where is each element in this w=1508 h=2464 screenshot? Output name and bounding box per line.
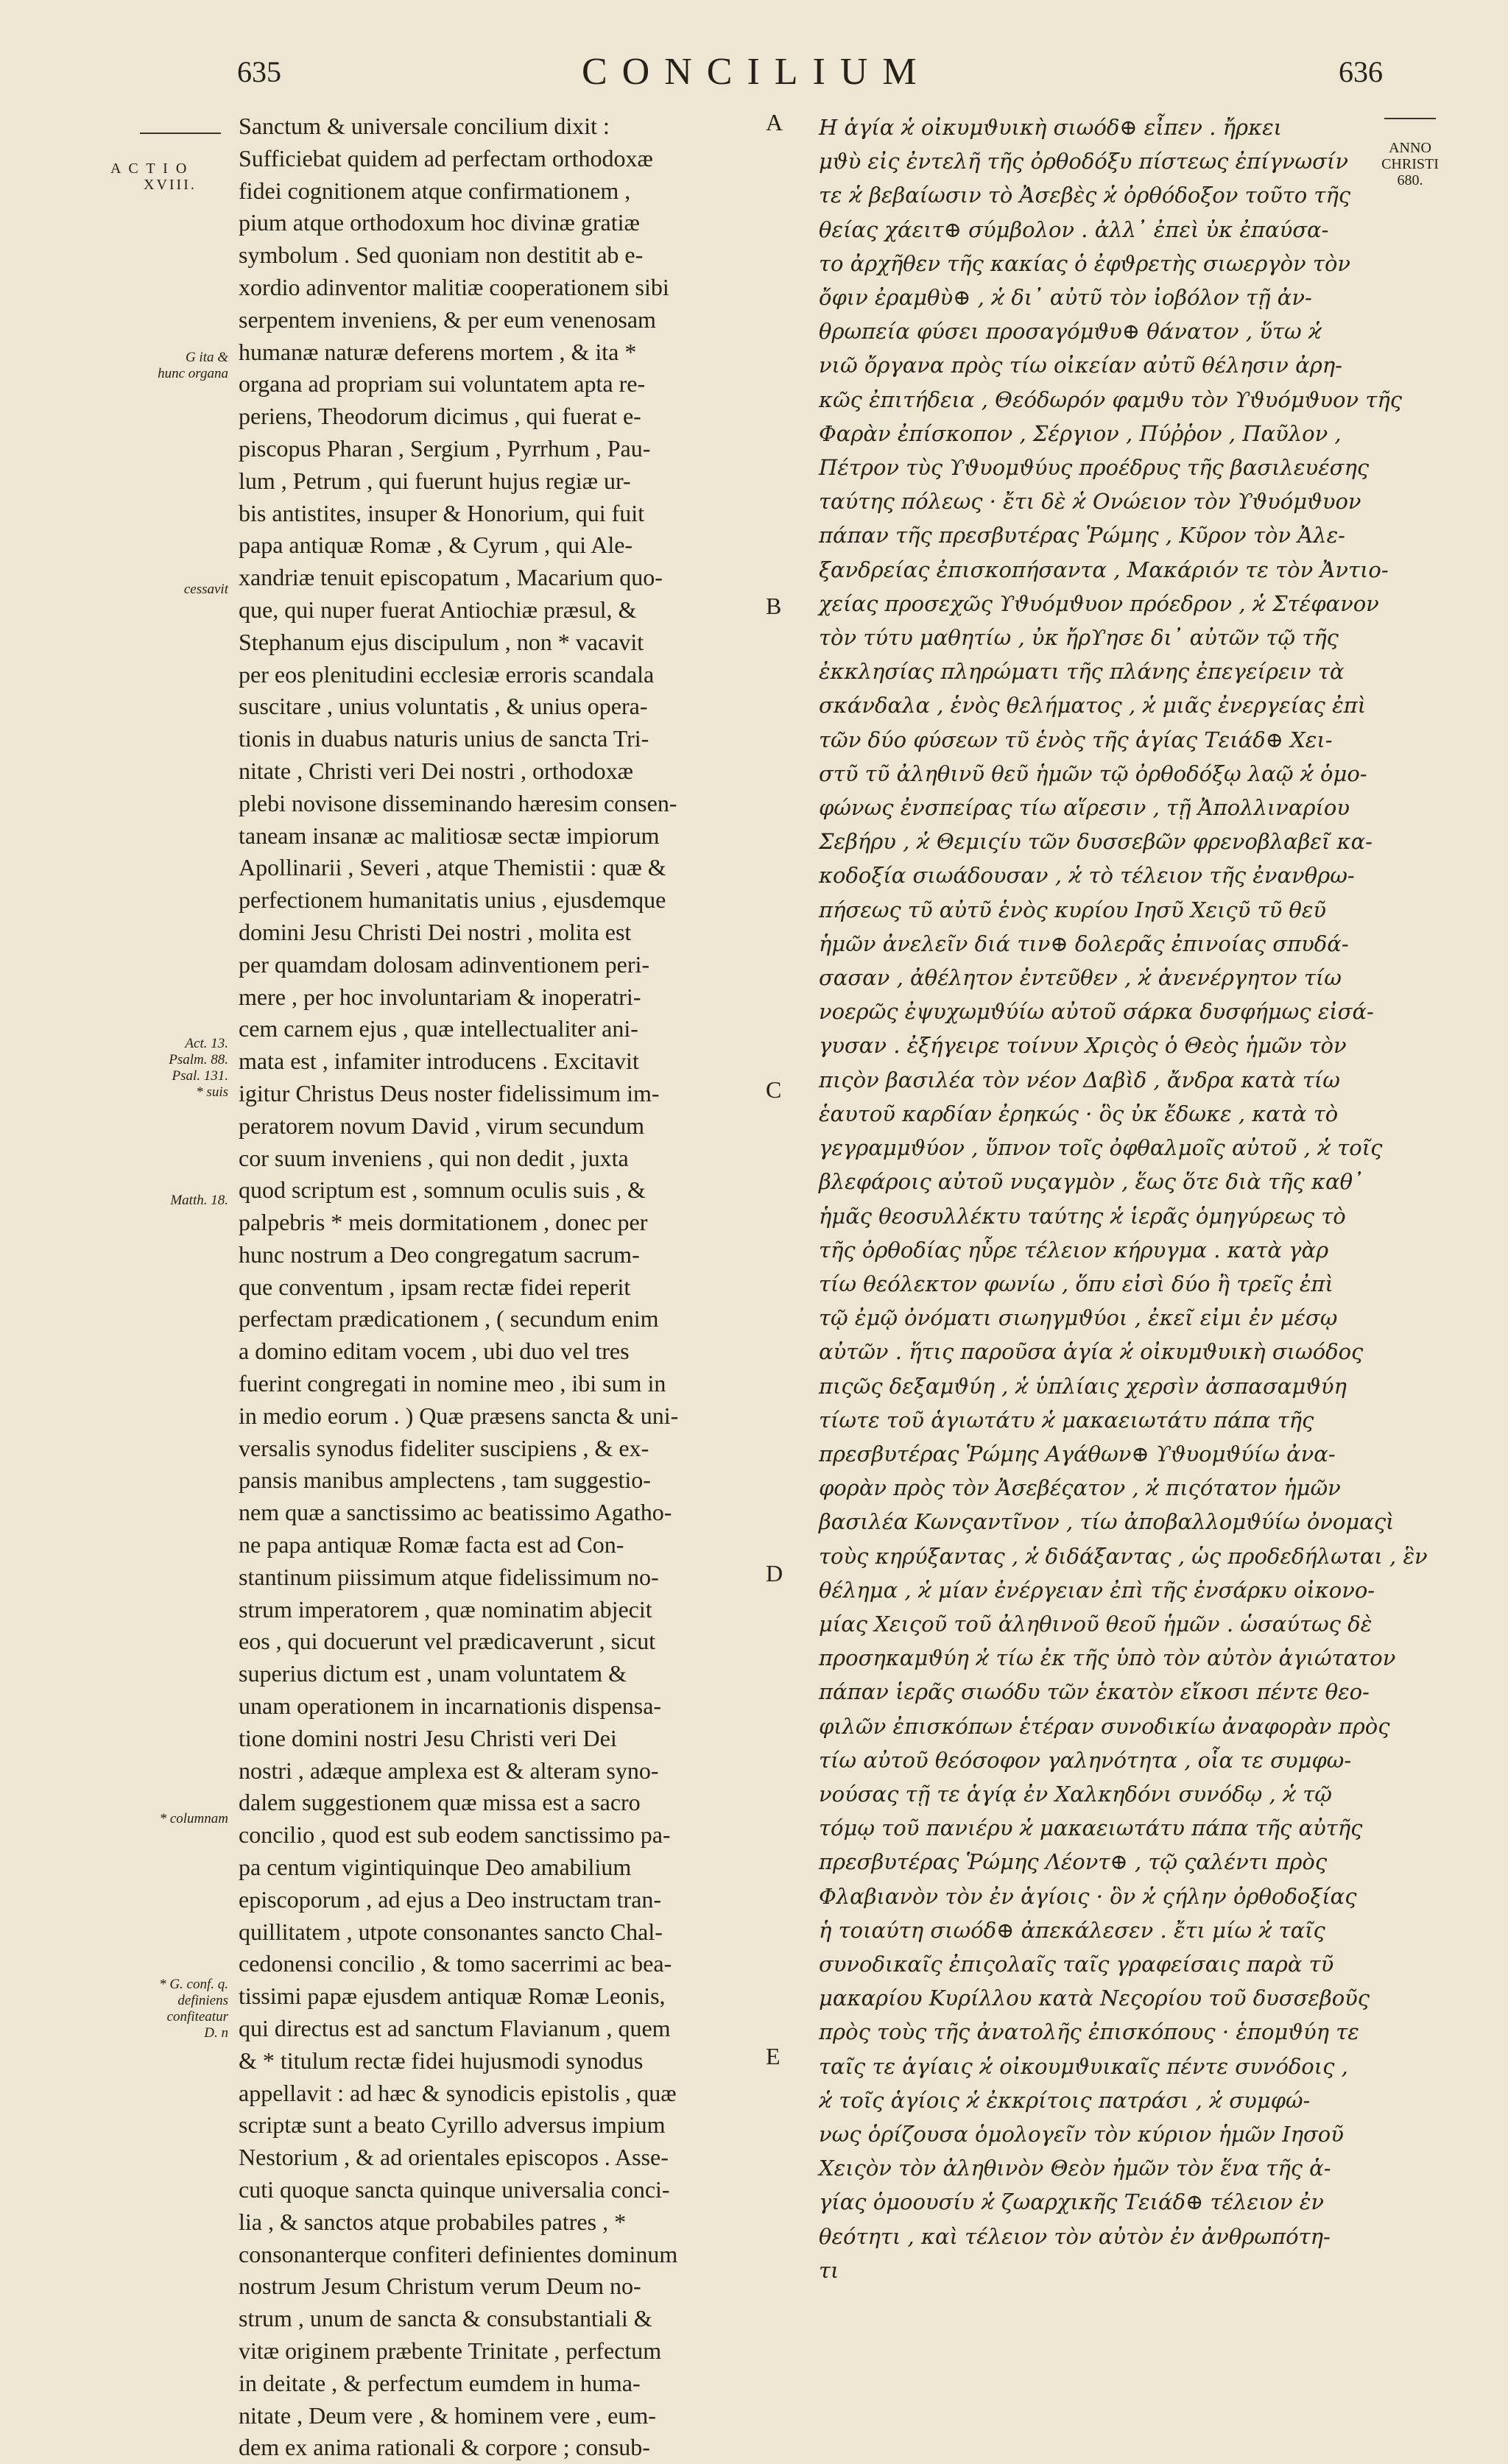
latin-text-line: unam operationem in incarnationis dispensa-: [239, 1692, 662, 1720]
greek-text-line: μίας Χειςοῦ τοῦ ἀληθινοῦ θεοῦ ἡμῶν . ὡσαύτως δὲ: [819, 1611, 1373, 1637]
greek-text-line: ἡ τοιαύτη σιωόδ⊕ ἀπεκάλεσεν . ἔτι μίω ϰ̔ ταῖς: [819, 1917, 1325, 1943]
christi-label: CHRISTI: [1381, 156, 1439, 172]
greek-text-line: νοερῶς ἐψυχωμϑύίω αὐτοῦ σάρκα δυσφήμως εἰσά-: [819, 999, 1374, 1025]
latin-text-line: mere , per hoc involuntariam & inoperatri-: [239, 983, 641, 1010]
latin-text-line: Sanctum & universale concilium dixit :: [239, 113, 610, 139]
greek-text-line: πρὸς τοὺς τῆς ἀνατολῆς ἐπισκόπους · ἑπομϑύη τε: [819, 2019, 1359, 2045]
greek-text-line: τὸν τύτυ μαθητίω , ὐκ ἤρϒησε δι᾿ αὐτῶν τῷ τῆς: [819, 625, 1339, 651]
latin-text-line: lia , & sanctos atque probabiles patres , *: [239, 2208, 627, 2235]
greek-text-line: βασιλέα Κωνςαντῖνον , τίω ἀποβαλλομϑύίω ὀνομαςὶ: [819, 1509, 1395, 1535]
latin-text-line: suscitare , unius voluntatis , & unius opera-: [239, 693, 648, 720]
greek-text-line: θείας χάειτ⊕ σύμβολον . ἀλλ᾿ ἐπεὶ ὐκ ἐπαύσα-: [819, 216, 1329, 242]
left-margin-rule: [140, 133, 221, 134]
greek-text-line: ταῖς τε ἁγίαις ϰ̔ οἰκουμϑυικαῖς πέντε συνόδοις ,: [819, 2053, 1348, 2079]
greek-text-line: ϰ̔ τοῖς ἁγίοις ϰ̔ ἐκκρίτοις πατράσι , ϰ̔ συμφώ-: [819, 2087, 1311, 2113]
latin-text-line: appellavit : ad hæc & synodicis epistolis , quæ: [239, 2079, 677, 2106]
latin-text-line: domini Jesu Christi Dei nostri , molita est: [239, 918, 632, 945]
greek-text-line: ὄφιν ἐραμθὺ⊕ , ϰ̔ δι᾿ αὐτῦ τὸν ἰοβόλον τῇ ἀν-: [819, 285, 1312, 311]
margin-note: Act. 13. Psalm. 88. Psal. 131. * suis: [169, 1036, 228, 1100]
latin-text-line: nostrum Jesum Christum verum Deum no-: [239, 2273, 641, 2300]
anno-label: ANNO: [1389, 140, 1431, 156]
greek-text-line: τι: [819, 2257, 839, 2283]
greek-text-line: ἡμᾶς θεοσυλλέκτυ ταύτης ϰ̔ ἱερᾶς ὁμηγύρεως τὸ: [819, 1203, 1346, 1229]
greek-text-line: νιῶ ὄργανα πρὸς τίω οἰκείαν αὐτῦ θέλησιν ἀρη-: [819, 353, 1342, 378]
greek-text-line: νούσας τῇ τε ἁγίᾳ ἐν Χαλκηδόνι συνόδῳ , ϰ̔ τῷ: [819, 1781, 1332, 1807]
latin-text-line: bis antistites, insuper & Honorium, qui fuit: [239, 499, 645, 526]
latin-text-line: pa centum vigintiquinque Deo amabilium: [239, 1854, 632, 1881]
latin-text-line: mata est , infamiter introducens . Excitavit: [239, 1048, 639, 1075]
greek-text-line: κοδοξία σιωάδουσαν , ϰ̔ τὸ τέλειον τῆς ἐνανθρω-: [819, 863, 1355, 889]
latin-text-line: pansis manibus amplectens , tam suggestio-: [239, 1466, 651, 1494]
greek-text-line: θέλημα , ϰ̔ μίαν ἐνέργειαν ἐπὶ τῆς ἐνσάρκυ οἰκονο-: [819, 1577, 1375, 1603]
latin-text-line: taneam insanæ ac malitiosæ sectæ impiorum: [239, 822, 660, 849]
latin-text-line: Nestorium , & ad orientales episcopos . Asse-: [239, 2144, 669, 2171]
right-page-number: 636: [1339, 55, 1383, 88]
latin-text-line: nem quæ a sanctissimo ac beatissimo Agatho-: [239, 1499, 672, 1526]
greek-text-line: πάπαν ἱερᾶς σιωόδυ τῶν ἑκατὸν εἴκοσι πέντε θεο-: [819, 1679, 1370, 1705]
greek-text-line: γίας ὁμοουσίυ ϰ̔ ζωαρχικῆς Τειάδ⊕ τέλειον ἐν: [819, 2189, 1324, 2215]
greek-text-line: αὐτῶν . ἥτις παροῦσα ἁγία ϰ̔ οἰκυμϑυικὴ σιωόδος: [819, 1339, 1364, 1365]
actio-label: [110, 160, 228, 193]
latin-text-line: papa antiquæ Romæ , & Cyrum , qui Ale-: [239, 532, 633, 559]
greek-text-line: τίω αὐτοῦ θεόσοφον γαληνότητα , οἷα τε συμφω-: [819, 1747, 1352, 1773]
greek-text-line: νως ὁρίζουσα ὁμολογεῖν τὸν κύριον ἡμῶν Ιησοῦ: [819, 2121, 1344, 2147]
latin-text-line: superius dictum est , unam voluntatem &: [239, 1660, 627, 1687]
latin-text-line: in medio eorum . ) Quæ præsens sancta & uni-: [239, 1402, 679, 1429]
greek-text-line: θεότητι , καὶ τέλειον τὸν αὐτὸν ἐν ἀνθρωπότη-: [819, 2223, 1331, 2249]
greek-text-line: Φλαβιανὸν τὸν ἐν ἁγίοις · ὃν ϰ̔ ςήλην ὀρθοδοξίας: [819, 1883, 1357, 1909]
greek-text-line: το ἀρχῆθεν τῆς κακίας ὁ ἐφϑρετὴς σιωεργὸν τὸν: [819, 250, 1351, 276]
year-label: 680.: [1397, 172, 1423, 188]
latin-text-line: organa ad propriam sui voluntatem apta re-: [239, 370, 646, 398]
latin-text-line: tione domini nostri Jesu Christi veri Dei: [239, 1724, 617, 1751]
greek-text-line: ἐκκλησίας πληρώματι τῆς πλάνης ἐπεγείρειν τὰ: [819, 659, 1345, 685]
greek-text-line: τῶν δύο φύσεων τῦ ἑνὸς τῆς ἁγίας Τειάδ⊕ Χει-: [819, 727, 1333, 752]
greek-text-line: φορὰν πρὸς τὸν Ἀσεβέςατον , ϰ̔ πιςότατον ἡμῶν: [819, 1475, 1341, 1501]
latin-text-line: per quamdam dolosam adinventionem peri-: [239, 950, 650, 978]
greek-text-line: κῶς ἐπιτήδεια , Θεόδωρόν φαμϑυ τὸν ϒϑυόμϑυον τῆς: [819, 386, 1402, 412]
greek-text-line: χείας προσεχῶς ϒϑυόμϑυον πρόεδρον , ϰ̔ Στέφανον: [819, 590, 1379, 616]
greek-text-line: Φαρὰν ἐπίσκοπον , Σέργιον , Πύῤῥον , Παῦλον ,: [819, 420, 1342, 446]
latin-text-line: lum , Petrum , qui fuerunt hujus regiæ ur-: [239, 467, 631, 494]
latin-text-line: fuerint congregati in nomine meo , ibi sum in: [239, 1370, 666, 1397]
greek-text-line: πήσεως τῦ αὐτῦ ἑνὸς κυρίου Ιησῦ Χειςῦ τῦ θεῦ: [819, 897, 1327, 922]
greek-text-line: γυσαν . ἐξήγειρε τοίνυν Χριςὸς ὁ Θεὸς ἡμῶν τὸν: [819, 1033, 1347, 1059]
greek-text-line: Η ἁγία ϰ̔ οἰκυμϑυικὴ σιωόδ⊕ εἶπεν . ἤρκει: [819, 115, 1283, 140]
greek-text-line: πιςὸν βασιλέα τὸν νέον Δαβὶδ , ἄνδρα κατὰ τίω: [819, 1067, 1340, 1092]
section-letter: C: [766, 1076, 782, 1103]
margin-note: * G. conf. q. definiens confiteatur D. n: [159, 1977, 228, 2041]
latin-text-line: consonanterque confiteri definientes dominum: [239, 2240, 678, 2267]
latin-text-line: igitur Christus Deus noster fidelissimum im-: [239, 1079, 660, 1106]
greek-text-line: τῆς ὀρθοδίας ηὗρε τέλειον κήρυγμα . κατὰ γὰρ: [819, 1237, 1329, 1263]
latin-text-line: & * titulum rectæ fidei hujusmodi synodus: [239, 2047, 644, 2074]
latin-text-line: cuti quoque sancta quinque universalia conci-: [239, 2176, 670, 2203]
greek-text-line: συνοδικαῖς ἐπιςολαῖς ταῖς γραφείσαις παρὰ τῦ: [819, 1951, 1334, 1977]
margin-note: Matth. 18.: [170, 1193, 228, 1208]
greek-text-line: τίωτε τοῦ ἁγιωτάτυ ϰ̔ μακαειωτάτυ πάπα τῆς: [819, 1407, 1314, 1433]
latin-text-line: stantinum piissimum atque fidelissimum no-: [239, 1563, 659, 1590]
latin-text-line: cedonensi concilio , & tomo sacerrimi ac bea-: [239, 1950, 672, 1977]
greek-text-line: τοὺς κηρύξαντας , ϰ̔ διδάξαντας , ὡς προδεδήλωται , ἓν: [819, 1543, 1428, 1569]
left-page-number: 635: [237, 55, 281, 88]
greek-text-line: μακαρίου Κυρίλλου κατὰ Νεςορίου τοῦ δυσσεβοῦς: [819, 1985, 1370, 2011]
greek-text-line: προσηκαμϑύη ϰ̔ τίω ἐκ τῆς ὑπὸ τὸν αὐτὸν ἁγιώτατον: [819, 1645, 1396, 1671]
latin-text-line: que, qui nuper fuerat Antiochiæ præsul, &: [239, 596, 637, 623]
greek-text-line: τόμῳ τοῦ πανιέρυ ϰ̔ μακαειωτάτυ πάπα τῆς αὐτῆς: [819, 1815, 1363, 1841]
latin-text-line: dem ex anima rationali & corpore ; consub-: [239, 2434, 650, 2461]
greek-text-line: μϑὺ εἰς ἐντελῆ τῆς ὀρθοδόξυ πίστεως ἐπίγνωσίν: [819, 149, 1348, 174]
latin-text-line: Apollinarii , Severi , atque Themistii : quæ &: [239, 854, 666, 881]
greek-text-line: γεγραμμϑύον , ὕπνον τοῖς ὀφθαλμοῖς αὐτοῦ , ϰ̔ τοῖς: [819, 1135, 1383, 1161]
greek-text-line: σκάνδαλα , ἑνὸς θελήματος , ϰ̔ μιᾶς ἐνεργείας ἐπὶ: [819, 693, 1367, 719]
margin-note: cessavit: [183, 582, 228, 597]
latin-text-line: a domino editam vocem , ubi duo vel tres: [239, 1338, 630, 1365]
latin-text-line: Stephanum ejus discipulum , non * vacavit: [239, 628, 644, 655]
latin-text-line: nitate , Christi veri Dei nostri , orthodoxæ: [239, 757, 633, 784]
latin-text-line: quillitatem , utpote consonantes sancto Chal-: [239, 1918, 663, 1945]
latin-text-line: xordio adinventor malitiæ cooperationem sibi: [239, 273, 669, 300]
latin-text-line: tissimi papæ ejusdem antiquæ Romæ Leonis,: [239, 1983, 666, 2010]
greek-text-line: πάπαν τῆς πρεσβυτέρας Ῥώμης , Κῦρον τὸν Ἀλε-: [819, 523, 1345, 548]
latin-text-line: tionis in duabus naturis unius de sancta Tri-: [239, 725, 649, 752]
section-letter: E: [766, 2043, 781, 2069]
margin-note: * columnam: [159, 1811, 228, 1826]
latin-text-line: piscopus Pharan , Sergium , Pyrrhum , Pau-: [239, 434, 651, 462]
latin-text-line: serpentem inveniens, & per eum venenosam: [239, 306, 656, 333]
latin-text-line: perfectam prædicationem , ( secundum enim: [239, 1305, 659, 1332]
latin-text-line: humanæ naturæ deferens mortem , & ita *: [239, 338, 637, 365]
greek-text-line: Σεβήρυ , ϰ̔ Θεμιςίυ τῶν δυσσεβῶν φρενοβλαβεῖ κα-: [819, 829, 1373, 855]
actio-number: XVIII.: [144, 177, 197, 193]
section-letter: A: [766, 109, 783, 135]
latin-text-line: Sufficiebat quidem ad perfectam orthodoxæ: [239, 144, 653, 172]
latin-text-line: strum imperatorem , quæ nominatim abjecit: [239, 1595, 652, 1623]
latin-text-line: symbolum . Sed quoniam non destitit ab e-: [239, 241, 644, 269]
latin-text-line: per eos plenitudini ecclesiæ erroris scandala: [239, 660, 655, 688]
greek-text-line: βλεφάροις αὐτοῦ νυςαγμὸν , ἕως ὅτε διὰ τῆς καθ᾿: [819, 1169, 1364, 1195]
latin-text-line: hunc nostrum a Deo congregatum sacrum-: [239, 1240, 640, 1268]
latin-text-line: quod scriptum est , somnum oculis suis , &: [239, 1176, 646, 1204]
greek-text-line: τε ϰ̔ βεβαίωσιν τὸ Ἀσεβὲς ϰ̔ ὀρθόδοξον τοῦτο τῆς: [819, 183, 1351, 208]
latin-text-line: peratorem novum David , virum secundum: [239, 1112, 644, 1139]
latin-text-line: perfectionem humanitatis unius , ejusdemque: [239, 886, 666, 914]
latin-column: [239, 110, 781, 2464]
greek-text-line: πιςῶς δεξαμϑύη , ϰ̔ ὑπλίαις χερσὶν ἀσπασαμϑύη: [819, 1373, 1347, 1399]
latin-text-line: xandriæ tenuit episcopatum , Macarium quo-: [239, 564, 663, 591]
greek-text-line: φιλῶν ἐπισκόπων ἑτέραν συνοδικίω ἀναφορὰν πρὸς: [819, 1713, 1390, 1739]
latin-text-line: que conventum , ipsam rectæ fidei reperit: [239, 1273, 631, 1300]
latin-text-line: cor suum inveniens , qui non dedit , juxta: [239, 1144, 629, 1171]
latin-text-line: strum , unum de sancta & consubstantiali &: [239, 2305, 652, 2332]
latin-text-line: cem carnem ejus , quæ intellectualiter ani-: [239, 1015, 638, 1042]
greek-text-line: φώνως ἐνσπείρας τίω αἵρεσιν , τῇ Ἀπολλιναρίου: [819, 795, 1350, 821]
greek-text-line: ἡμῶν ἀνελεῖν διά τιν⊕ δολερᾶς ἐπινοίας σπυδά-: [819, 931, 1349, 956]
greek-text-line: ταύτης πόλεως · ἔτι δὲ ϰ̔ Ονώειον τὸν ϒϑυόμϑυον: [819, 489, 1361, 515]
greek-text-line: πρεσβυτέρας Ῥώμης Αγάθων⊕ ϒϑυομϑύίω ἀνα-: [819, 1441, 1336, 1466]
section-letter: D: [766, 1560, 783, 1586]
latin-text-line: episcoporum , ad ejus a Deo instructam tran-: [239, 1885, 662, 1913]
running-header: [0, 46, 1508, 105]
right-margin-notes: [1377, 140, 1443, 188]
running-title: CONCILIUM: [582, 51, 931, 93]
latin-text-line: eos , qui docuerunt vel prædicaverunt , sicut: [239, 1628, 656, 1655]
latin-text-line: periens, Theodorum dicimus , qui fuerat e-: [239, 403, 641, 430]
latin-text-line: nitate , Deum vere , & hominem vere , eum-: [239, 2401, 656, 2429]
latin-text-line: scriptæ sunt a beato Cyrillo adversus impium: [239, 2111, 666, 2139]
latin-text-line: in deitate , & perfectum eumdem in huma-: [239, 2369, 641, 2396]
latin-text-line: plebi novisone disseminando hæresim consen-: [239, 789, 677, 816]
greek-text-line: τῷ ἐμῷ ὀνόματι σιωηγμϑύοι , ἐκεῖ εἰμι ἐν μέσῳ: [819, 1305, 1338, 1331]
latin-text-line: palpebris * meis dormitationem , donec per: [239, 1209, 648, 1236]
latin-text-line: ne papa antiquæ Romæ facta est ad Con-: [239, 1531, 624, 1558]
latin-text-line: versalis synodus fideliter suscipiens , & ex-: [239, 1434, 649, 1461]
greek-text-line: πρεσβυτέρας Ῥώμης Λέοντ⊕ , τῷ ςαλέντι πρὸς: [819, 1849, 1328, 1875]
greek-text-line: ἑαυτοῦ καρδίαν ἐρηκώς · ὃς ὐκ ἔδωκε , κατὰ τὸ: [819, 1101, 1339, 1126]
actio-word: A C T I O: [110, 160, 189, 177]
section-letter: B: [766, 593, 782, 619]
greek-text-line: Χειςὸν τὸν ἀληθινὸν Θεὸν ἡμῶν τὸν ἕνα τῆς ἁ-: [819, 2156, 1331, 2181]
latin-text-line: dalem suggestionem quæ missa est a sacro: [239, 1789, 641, 1816]
latin-text-line: vitæ originem præbente Trinitate , perfectum: [239, 2337, 662, 2364]
latin-text-line: pium atque orthodoxum hoc divinæ gratiæ: [239, 209, 640, 236]
latin-text-line: fidei cognitionem atque confirmationem ,: [239, 177, 631, 204]
greek-text-line: θρωπεία φύσει προσαγόμϑυ⊕ θάνατον , ὕτω ϰ̔: [819, 319, 1322, 345]
margin-note: G ita & hunc organa: [158, 350, 228, 381]
greek-text-line: Πέτρον τὺς ϒϑυομϑύυς προέδρυς τῆς βασιλευέσης: [819, 455, 1370, 481]
latin-text-line: qui directus est ad sanctum Flavianum , quem: [239, 2015, 671, 2042]
latin-text-line: concilio , quod est sub eodem sanctissimo pa-: [239, 1821, 671, 1849]
right-margin-rule: [1384, 118, 1436, 119]
greek-text-line: στῦ τῦ ἀληθινῦ θεῦ ἡμῶν τῷ ὀρθοδόξῳ λαῷ ϰ̔ ὁμο-: [819, 760, 1367, 786]
greek-text-line: τίω θεόλεκτον φωνίω , ὅπυ εἰσὶ δύο ἢ τρεῖς ἐπὶ: [819, 1271, 1333, 1296]
latin-text-line: nostri , adæque amplexa est & alteram syno-: [239, 1757, 659, 1784]
greek-text-line: ξανδρείας ἐπισκοπήσαντα , Μακάριόν τε τὸν Ἀντιο-: [819, 557, 1389, 582]
greek-text-line: σασαν , ἀθέλητον ἐντεῦθεν , ϰ̔ ἀνενέργητον τίω: [819, 965, 1342, 991]
